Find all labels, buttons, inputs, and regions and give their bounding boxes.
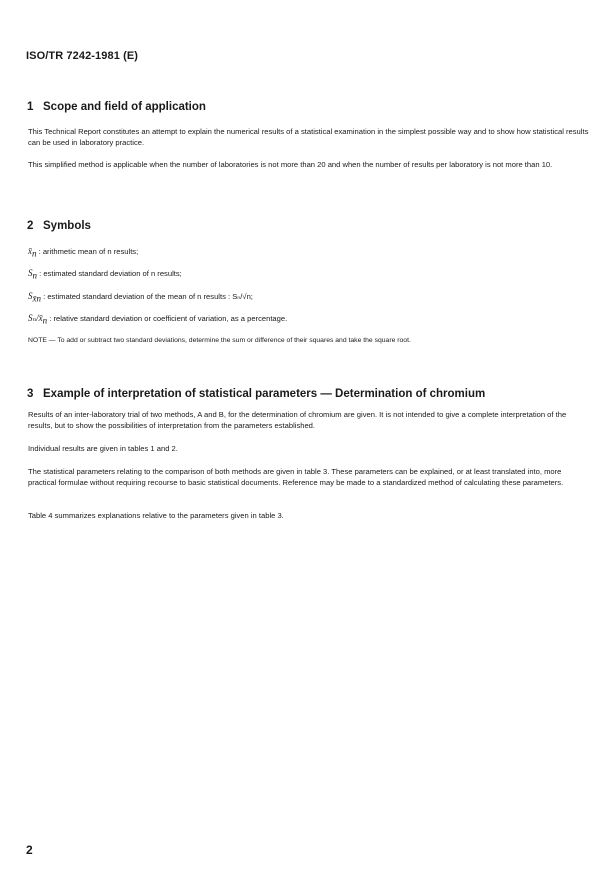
section-3-paragraph-2: Individual results are given in tables 1 and 2.: [28, 444, 178, 453]
symbol-row: [28, 313, 287, 326]
symbol-sd-sub: n: [32, 270, 37, 281]
symbol-rsd-sub: n: [42, 315, 48, 326]
symbol-sd: S: [28, 268, 33, 278]
symbol-sd-text: : estimated standard deviation of n results;: [37, 269, 182, 278]
symbol-row: [28, 246, 138, 259]
section-2-number: 2: [27, 220, 34, 232]
section-2-heading: [27, 220, 91, 232]
symbol-row: [28, 291, 253, 304]
section-1-number: 1: [27, 101, 34, 113]
section-3-number: 3: [27, 388, 34, 400]
section-1-title: Scope and field of application: [43, 101, 206, 113]
section-2-title: Symbols: [43, 220, 91, 232]
section-1-paragraph-2: This simplified method is applicable when the number of laboratories is not more than 20 and when the number of results per laboratory is not more than 10.: [28, 160, 553, 169]
section-1-heading: [27, 101, 206, 113]
symbol-rsd-text: : relative standard deviation or coefficient of variation, as a percentage.: [47, 314, 288, 323]
symbol-sd-mean-sub: x̄n: [32, 293, 41, 304]
page-number: 2: [26, 843, 33, 857]
symbol-sd-mean-text: : estimated standard deviation of the mean of n results : Sₙ/√n;: [41, 292, 253, 301]
section-3-paragraph-4: Table 4 summarizes explanations relative to the parameters given in table 3.: [28, 511, 284, 520]
document-id: ISO/TR 7242-1981 (E): [26, 50, 139, 62]
section-3-heading: [27, 388, 485, 400]
symbol-sd-mean: S: [28, 291, 33, 301]
symbol-mean-sub: n: [32, 248, 37, 259]
symbol-mean: x̄: [28, 246, 32, 256]
section-3-title: Example of interpretation of statistical parameters — Determination of chromium: [43, 388, 486, 400]
symbol-row: [28, 268, 182, 281]
section-2-note: NOTE — To add or subtract two standard deviations, determine the sum or difference of their squares and take the square root.: [28, 337, 411, 344]
symbol-mean-text: : arithmetic mean of n results;: [36, 247, 139, 256]
section-3-paragraph-1: Results of an inter-laboratory trial of two methods, A and B, for the determination of chromium are given. It is not intended to give a complete interpretation of the results, but to show the possibilities of interpretation from the parameters established.: [28, 410, 567, 430]
section-3-paragraph-3: The statistical parameters relating to the comparison of both methods are given in table 3. These parameters can be explained, or at least translated into, more practical formulae without requiring recourse to basic statistical documents. Reference may be made to a standardized method of calculating these parameters.: [28, 467, 564, 487]
section-1-paragraph-1: This Technical Report constitutes an attempt to explain the numerical results of a statistical examination in the simplest possible way and to show how statistical results can be used in laboratory practice.: [28, 127, 589, 147]
symbol-rsd: Sₙ/x̄: [28, 313, 43, 323]
